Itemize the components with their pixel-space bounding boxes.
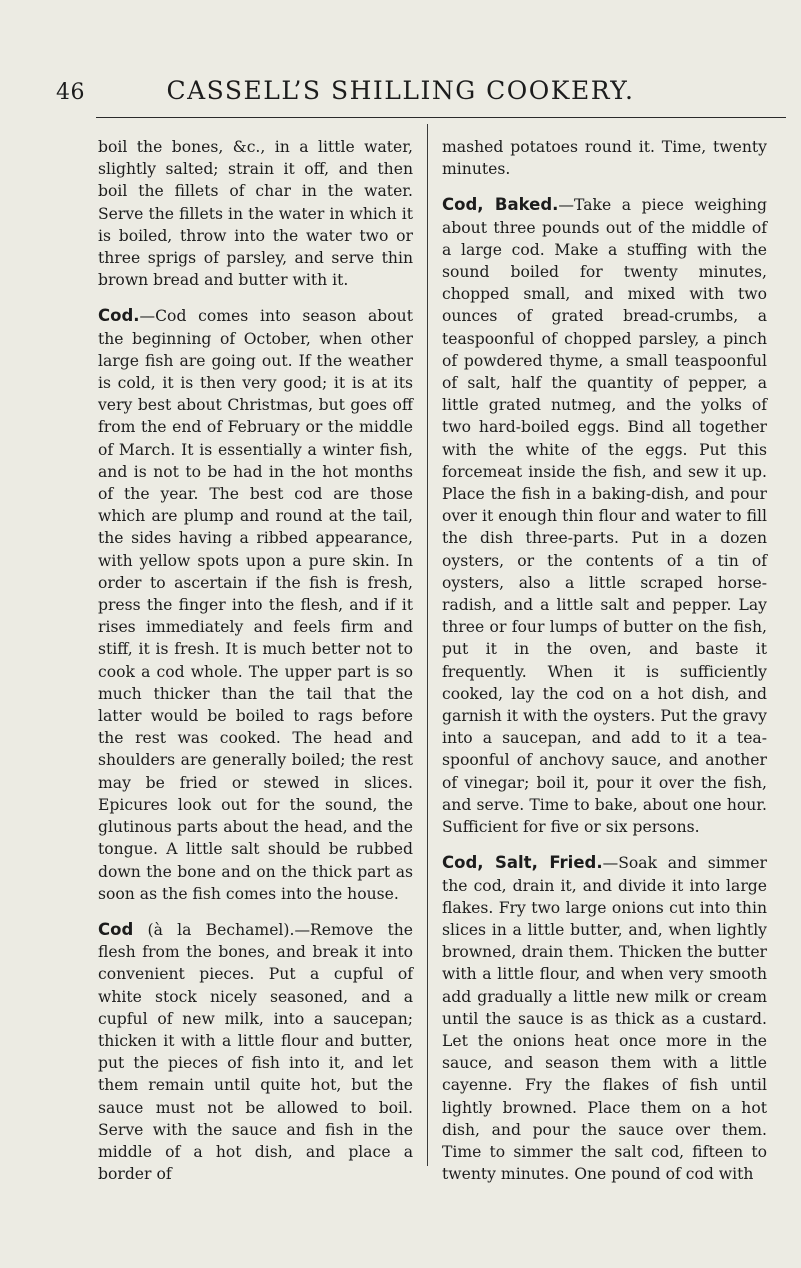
right-column xyxy=(442,136,767,1185)
entry-text: (à la Bechamel).—Remove the flesh from the bones, and break it into convenient pieces. Put a cupful of white stock nicely seasoned, and a cupful of new milk, into a saucepan; thicken it with a little flour and butter, put the pieces of fish into it, and let them remain until quite hot, but the sauce must not be allowed to boil. Serve with the sauce and fish in the middle of a hot dish, and place a border of xyxy=(98,920,413,1184)
left-column xyxy=(98,136,413,1185)
entry-heading: Cod, Baked. xyxy=(442,195,559,215)
entry-heading: Cod, Salt, Fried. xyxy=(442,853,603,873)
paragraph-text: boil the bones, &c., in a little water, slightly salted; strain it off, and then boil the fillets of char in the water. Serve the fillets in the water in which it is boiled, throw into the water two or three sprigs of parsley, and serve thin brown bread and butter with it. xyxy=(98,138,413,290)
page-number: 46 xyxy=(56,80,85,105)
entry-heading: Cod. xyxy=(98,306,140,326)
paragraph-continued xyxy=(442,136,767,180)
entry-text: —Take a piece weighing about three pounds out of the middle of a large cod. Make a stuffing with the sound boiled for twenty minutes, chopped small, and mixed with two ounces of grated bread-crumbs, a teaspoonful of chopped parsley, a pinch of powdered thyme, a small teaspoonful of salt, half the quantity of pepper, a little grated nutmeg, and the yolks of two hard-boiled eggs. Bind all together with the white of the eggs. Put this forcemeat inside the fish, and sew it up. Place the fish in a baking-dish, and pour over it enough thin flour and water to fill the dish three-parts. Put in a dozen oysters, or the contents of a tin of oysters, also a little scraped horse-radish, and a little salt and pepper. Lay three or four lumps of butter on the fish, put it in the oven, and baste it frequently. When it is sufficiently cooked, lay the cod on a hot dish, and garnish it with the oysters. Put the gravy into a saucepan, and add to it a tea-spoonful of anchovy sauce, and another of vinegar; boil it, pour it over the fish, and serve. Time to bake, about one hour. Sufficient for five or six persons. xyxy=(442,196,768,837)
header-rule xyxy=(96,117,786,118)
entry-cod-salt-fried xyxy=(442,852,767,1185)
column-divider xyxy=(427,124,428,1166)
entry-cod xyxy=(98,305,413,904)
entry-cod-bechamel xyxy=(98,919,413,1185)
entry-text: —Cod comes into season about the beginning of October, when other large fish are going out. If the weather is cold, it is then very good; it is at its very best about Christmas, but goes off from the end of February or the middle of March. It is essentially a winter fish, and is not to be had in the hot months of the year. The best cod are those which are plump and round at the tail, the sides having a ribbed appearance, with yellow spots upon a pure skin. In order to ascertain if the fish is fresh, press the finger into the flesh, and if it rises immediately and feels firm and stiff, it is fresh. It is much better not to cook a cod whole. The upper part is so much thicker than the tail that the latter would be boiled to rags before the rest was cooked. The head and shoulders are generally boiled; the rest may be fried or stewed in slices. Epicures look out for the sound, the glutinous parts about the head, and the tongue. A little salt should be rubbed down the bone and on the thick part as soon as the fish comes into the house. xyxy=(98,307,413,903)
paragraph-text: mashed potatoes round it. Time, twenty minutes. xyxy=(442,138,767,179)
entry-text: —Soak and simmer the cod, drain it, and divide it into large flakes. Fry two large onions cut into thin slices in a little butter, and, when lightly browned, drain them. Thicken the butter with a little flour, and when very smooth add gradually a little new milk or cream until the sauce is as thick as a custard. Let the onions heat once more in the sauce, and season them with a little cayenne. Fry the flakes of fish until lightly browned. Place them on a hot dish, and pour the sauce over them. Time to simmer the salt cod, fifteen to twenty minutes. One pound of cod with xyxy=(442,854,767,1184)
entry-cod-baked xyxy=(442,194,767,838)
running-title: CASSELL’S SHILLING COOKERY. xyxy=(166,76,635,105)
paragraph-continued xyxy=(98,136,413,291)
entry-heading: Cod xyxy=(98,919,134,939)
